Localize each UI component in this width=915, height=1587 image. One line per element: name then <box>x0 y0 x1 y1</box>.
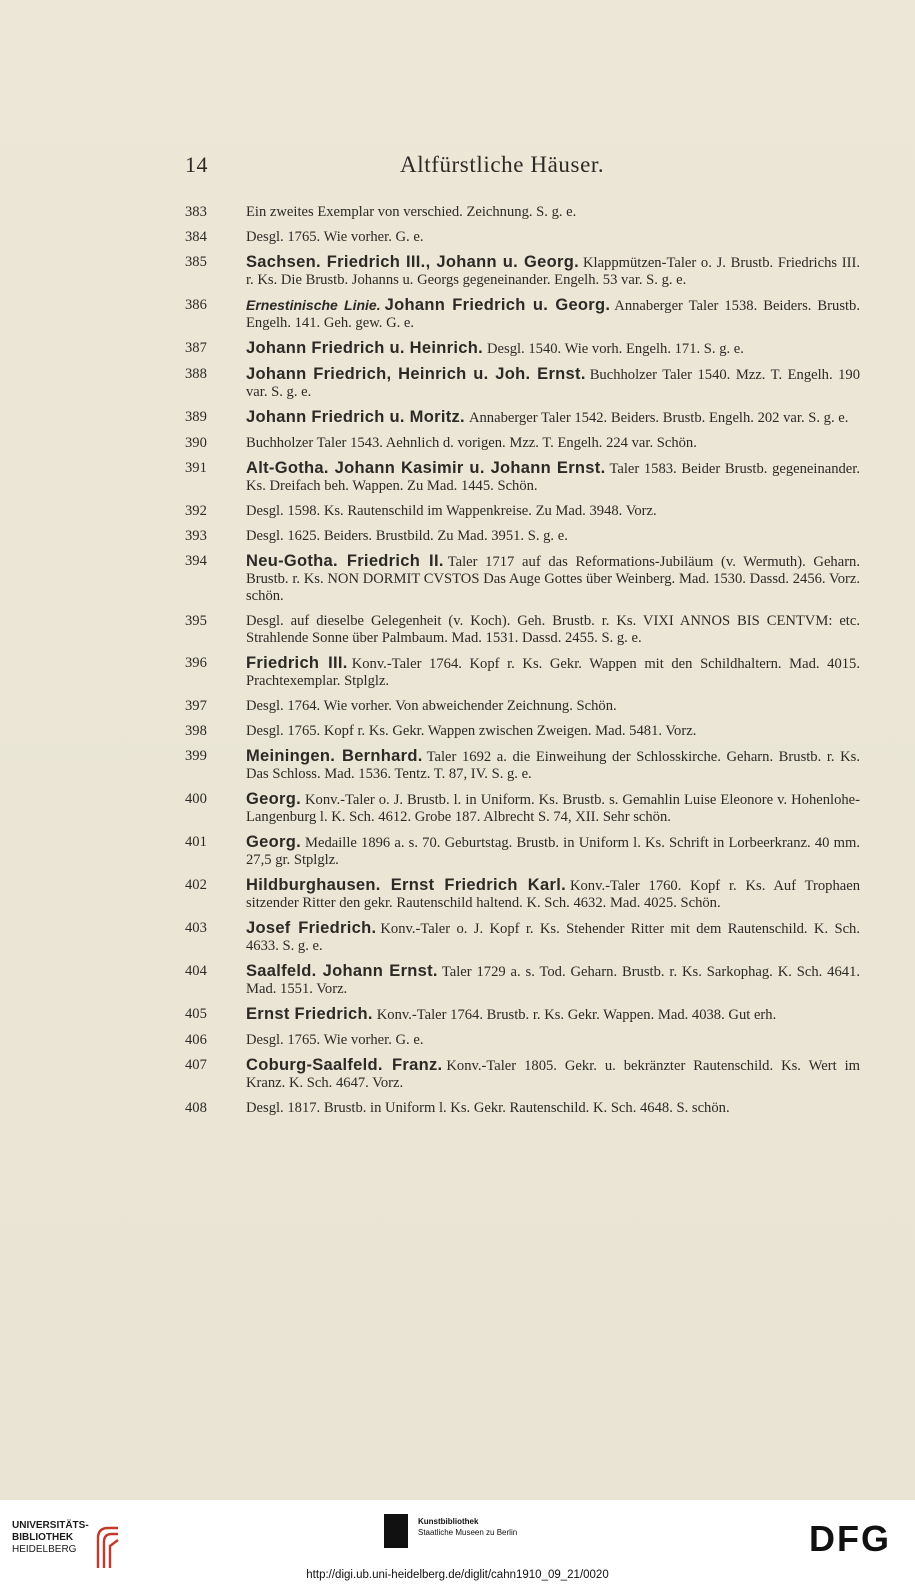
entry-text: Desgl. 1765. Wie vorher. G. e. <box>246 1032 424 1048</box>
catalog-entry <box>185 748 860 783</box>
catalog-entry <box>185 460 860 495</box>
running-title: Altfürstliche Häuser. <box>400 152 605 177</box>
kb-line-2: Staatliche Museen zu Berlin <box>418 1528 518 1537</box>
ub-line-2: BIBLIOTHEK <box>12 1532 74 1543</box>
entry-number: 390 <box>185 435 207 451</box>
entry-text: Desgl. 1765. Kopf r. Ks. Gekr. Wappen zwischen Zweigen. Mad. 5481. Vorz. <box>246 723 697 739</box>
entry-heading: Johann Friedrich u. Georg. <box>384 296 611 314</box>
entry-text: Taler 1692 a. die Einweihung der Schlosskirche. Geharn. Brustb. r. Ks. Das Schloss. Mad. 1536. Tentz. T. 87, IV. S. g. e. <box>246 749 860 782</box>
entry-number: 383 <box>185 204 207 220</box>
entry-heading: Meiningen. Bernhard. <box>246 747 423 765</box>
entry-heading: Hildburghausen. Ernst Friedrich Karl. <box>246 876 566 894</box>
catalog-entry <box>185 409 860 427</box>
entry-subheading: Ernestinische Linie. <box>246 297 381 313</box>
catalog-entry <box>185 655 860 690</box>
entry-number: 387 <box>185 340 207 356</box>
entry-number: 402 <box>185 877 207 893</box>
entry-heading: Sachsen. Friedrich III., Johann u. Georg. <box>246 253 579 271</box>
catalog-entry <box>185 1100 860 1117</box>
entry-text: Konv.-Taler 1764. Kopf r. Ks. Gekr. Wappen mit den Schildhaltern. Mad. 4015. Prachtexemplar. Stplglz. <box>246 656 860 689</box>
catalog-entry <box>185 435 860 452</box>
catalog-entry <box>185 553 860 605</box>
entry-number: 385 <box>185 254 207 270</box>
entry-text: Konv.-Taler 1805. Gekr. u. bekränzter Rautenschild. Ks. Wert im Kranz. K. Sch. 4647. Vorz. <box>246 1058 860 1091</box>
catalog-entry <box>185 503 860 520</box>
entry-text: Konv.-Taler 1760. Kopf r. Ks. Auf Trophaen sitzender Ritter den gekr. Rautenschild haltend. K. Sch. 4632. Mad. 4025. Schön. <box>246 878 860 911</box>
entry-number: 386 <box>185 297 207 313</box>
entry-text: Desgl. 1765. Wie vorher. G. e. <box>246 229 424 245</box>
entry-number: 384 <box>185 229 207 245</box>
entry-number: 394 <box>185 553 207 569</box>
entry-heading: Alt-Gotha. Johann Kasimir u. Johann Ernst. <box>246 459 606 477</box>
entry-number: 403 <box>185 920 207 936</box>
ub-line-3: HEIDELBERG <box>12 1544 77 1555</box>
entry-text: Konv.-Taler o. J. Kopf r. Ks. Stehender Ritter mit dem Rautenschild. K. Sch. 4633. S. g. e. <box>246 921 861 954</box>
entry-number: 389 <box>185 409 207 425</box>
entry-text: Desgl. 1625. Beiders. Brustbild. Zu Mad. 3951. S. g. e. <box>246 528 568 544</box>
entry-number: 396 <box>185 655 207 671</box>
entry-heading: Neu-Gotha. Friedrich II. <box>246 552 444 570</box>
entry-heading: Johann Friedrich, Heinrich u. Joh. Ernst. <box>246 365 586 383</box>
catalog-entry <box>185 791 860 826</box>
entry-number: 401 <box>185 834 207 850</box>
entry-text: Konv.-Taler 1764. Brustb. r. Ks. Gekr. Wappen. Mad. 4038. Gut erh. <box>376 1007 777 1023</box>
entry-number: 408 <box>185 1100 207 1116</box>
catalog-entry <box>185 297 860 332</box>
entry-heading: Josef Friedrich. <box>246 919 377 937</box>
catalog-entry <box>185 920 860 955</box>
catalog-entry <box>185 340 860 358</box>
entry-heading: Georg. <box>246 833 301 851</box>
entry-number: 388 <box>185 366 207 382</box>
page-header <box>185 152 855 182</box>
catalog-entry <box>185 613 860 647</box>
entry-text: Taler 1729 a. s. Tod. Geharn. Brustb. r. Ks. Sarkophag. K. Sch. 4641. Mad. 1551. Vorz. <box>246 964 861 997</box>
ub-line-1: UNIVERSITÄTS- <box>12 1520 89 1531</box>
entry-text: Annaberger Taler 1538. Beiders. Brustb. Engelh. 141. Geh. gew. G. e. <box>246 298 860 331</box>
entry-heading: Coburg-Saalfeld. Franz. <box>246 1056 443 1074</box>
entry-number: 405 <box>185 1006 207 1022</box>
catalog-entry <box>185 254 860 289</box>
catalog-entry <box>185 1032 860 1049</box>
entry-number: 407 <box>185 1057 207 1073</box>
entry-number: 400 <box>185 791 207 807</box>
entry-heading: Johann Friedrich u. Moritz. <box>246 408 465 426</box>
catalog-entry <box>185 963 860 998</box>
entry-heading: Saalfeld. Johann Ernst. <box>246 962 438 980</box>
entry-text: Annaberger Taler 1542. Beiders. Brustb. Engelh. 202 var. S. g. e. <box>468 410 849 426</box>
entry-number: 392 <box>185 503 207 519</box>
entry-number: 391 <box>185 460 207 476</box>
kb-line-1: Kunstbibliothek <box>418 1517 479 1526</box>
entry-heading: Friedrich III. <box>246 654 348 672</box>
entry-heading: Georg. <box>246 790 301 808</box>
ub-emblem-icon <box>94 1524 122 1570</box>
catalog-entry <box>185 698 860 715</box>
entry-number: 404 <box>185 963 207 979</box>
entry-heading: Johann Friedrich u. Heinrich. <box>246 339 483 357</box>
kunstbibliothek-emblem-icon <box>384 1514 408 1548</box>
catalog-entry <box>185 229 860 246</box>
entry-text: Taler 1583. Beider Brustb. gegeneinander. Ks. Dreifach beh. Wappen. Zu Mad. 1445. Schön. <box>246 461 860 494</box>
catalog-entry <box>185 877 860 912</box>
entry-text: Desgl. 1764. Wie vorher. Von abweichender Zeichnung. Schön. <box>246 698 617 714</box>
entry-number: 399 <box>185 748 207 764</box>
entry-text: Taler 1717 auf das Reformations-Jubiläum (v. Wermuth). Geharn. Brustb. r. Ks. NON DORMIT CVSTOS Das Auge Gottes über Weinberg. Mad. 1530. Dassd. 2456. Vorz. schön. <box>246 554 860 604</box>
entry-text: Konv.-Taler o. J. Brustb. l. in Uniform. Ks. Brustb. s. Gemahlin Luise Eleonore v. Hohenlohe-Langenburg l. K. Sch. 4612. Grobe 187. Albrecht S. 74, XII. Sehr schön. <box>246 792 860 825</box>
entry-text: Medaille 1896 a. s. 70. Geburtstag. Brustb. in Uniform l. Ks. Schrift in Lorbeerkranz. 40 mm. 27,5 gr. Stplglz. <box>246 835 860 868</box>
catalog-entry <box>185 1057 860 1092</box>
permalink-url[interactable]: http://digi.ub.uni-heidelberg.de/diglit/cahn1910_09_21/0020 <box>306 1569 609 1581</box>
entry-text: Buchholzer Taler 1540. Mzz. T. Engelh. 190 var. S. g. e. <box>246 367 860 400</box>
entry-text: Klappmützen-Taler o. J. Brustb. Friedrichs III. r. Ks. Die Brustb. Johanns u. Georgs gegeneinander. Engelh. 53 var. S. g. e. <box>246 255 860 288</box>
entry-text: Desgl. 1817. Brustb. in Uniform l. Ks. Gekr. Rautenschild. K. Sch. 4648. S. schön. <box>246 1100 730 1116</box>
catalog-entry <box>185 528 860 545</box>
digitization-footer <box>0 1500 915 1587</box>
entry-text: Ein zweites Exemplar von verschied. Zeichnung. S. g. e. <box>246 204 577 220</box>
entry-heading: Ernst Friedrich. <box>246 1005 373 1023</box>
catalog-entries <box>185 204 860 1125</box>
catalog-entry <box>185 366 860 401</box>
entry-number: 393 <box>185 528 207 544</box>
catalog-entry <box>185 723 860 740</box>
entry-text: Buchholzer Taler 1543. Aehnlich d. vorigen. Mzz. T. Engelh. 224 var. Schön. <box>246 435 697 451</box>
entry-number: 395 <box>185 613 207 629</box>
entry-text: Desgl. 1598. Ks. Rautenschild im Wappenkreise. Zu Mad. 3948. Vorz. <box>246 503 657 519</box>
entry-text: Desgl. 1540. Wie vorh. Engelh. 171. S. g. e. <box>487 341 744 357</box>
dfg-logo[interactable]: DFG <box>809 1518 891 1559</box>
entry-number: 397 <box>185 698 207 714</box>
catalog-entry <box>185 204 860 221</box>
page-number: 14 <box>185 152 208 177</box>
kunstbibliothek-logo[interactable] <box>384 1514 544 1550</box>
entry-number: 406 <box>185 1032 207 1048</box>
catalog-entry <box>185 834 860 869</box>
entry-text: Desgl. auf dieselbe Gelegenheit (v. Koch). Geh. Brustb. r. Ks. VIXI ANNOS BIS CENTVM: etc. Strahlende Sonne über Palmbaum. Mad. 1531. Dassd. 2455. S. g. e. <box>246 613 860 646</box>
entry-number: 398 <box>185 723 207 739</box>
catalog-entry <box>185 1006 860 1024</box>
